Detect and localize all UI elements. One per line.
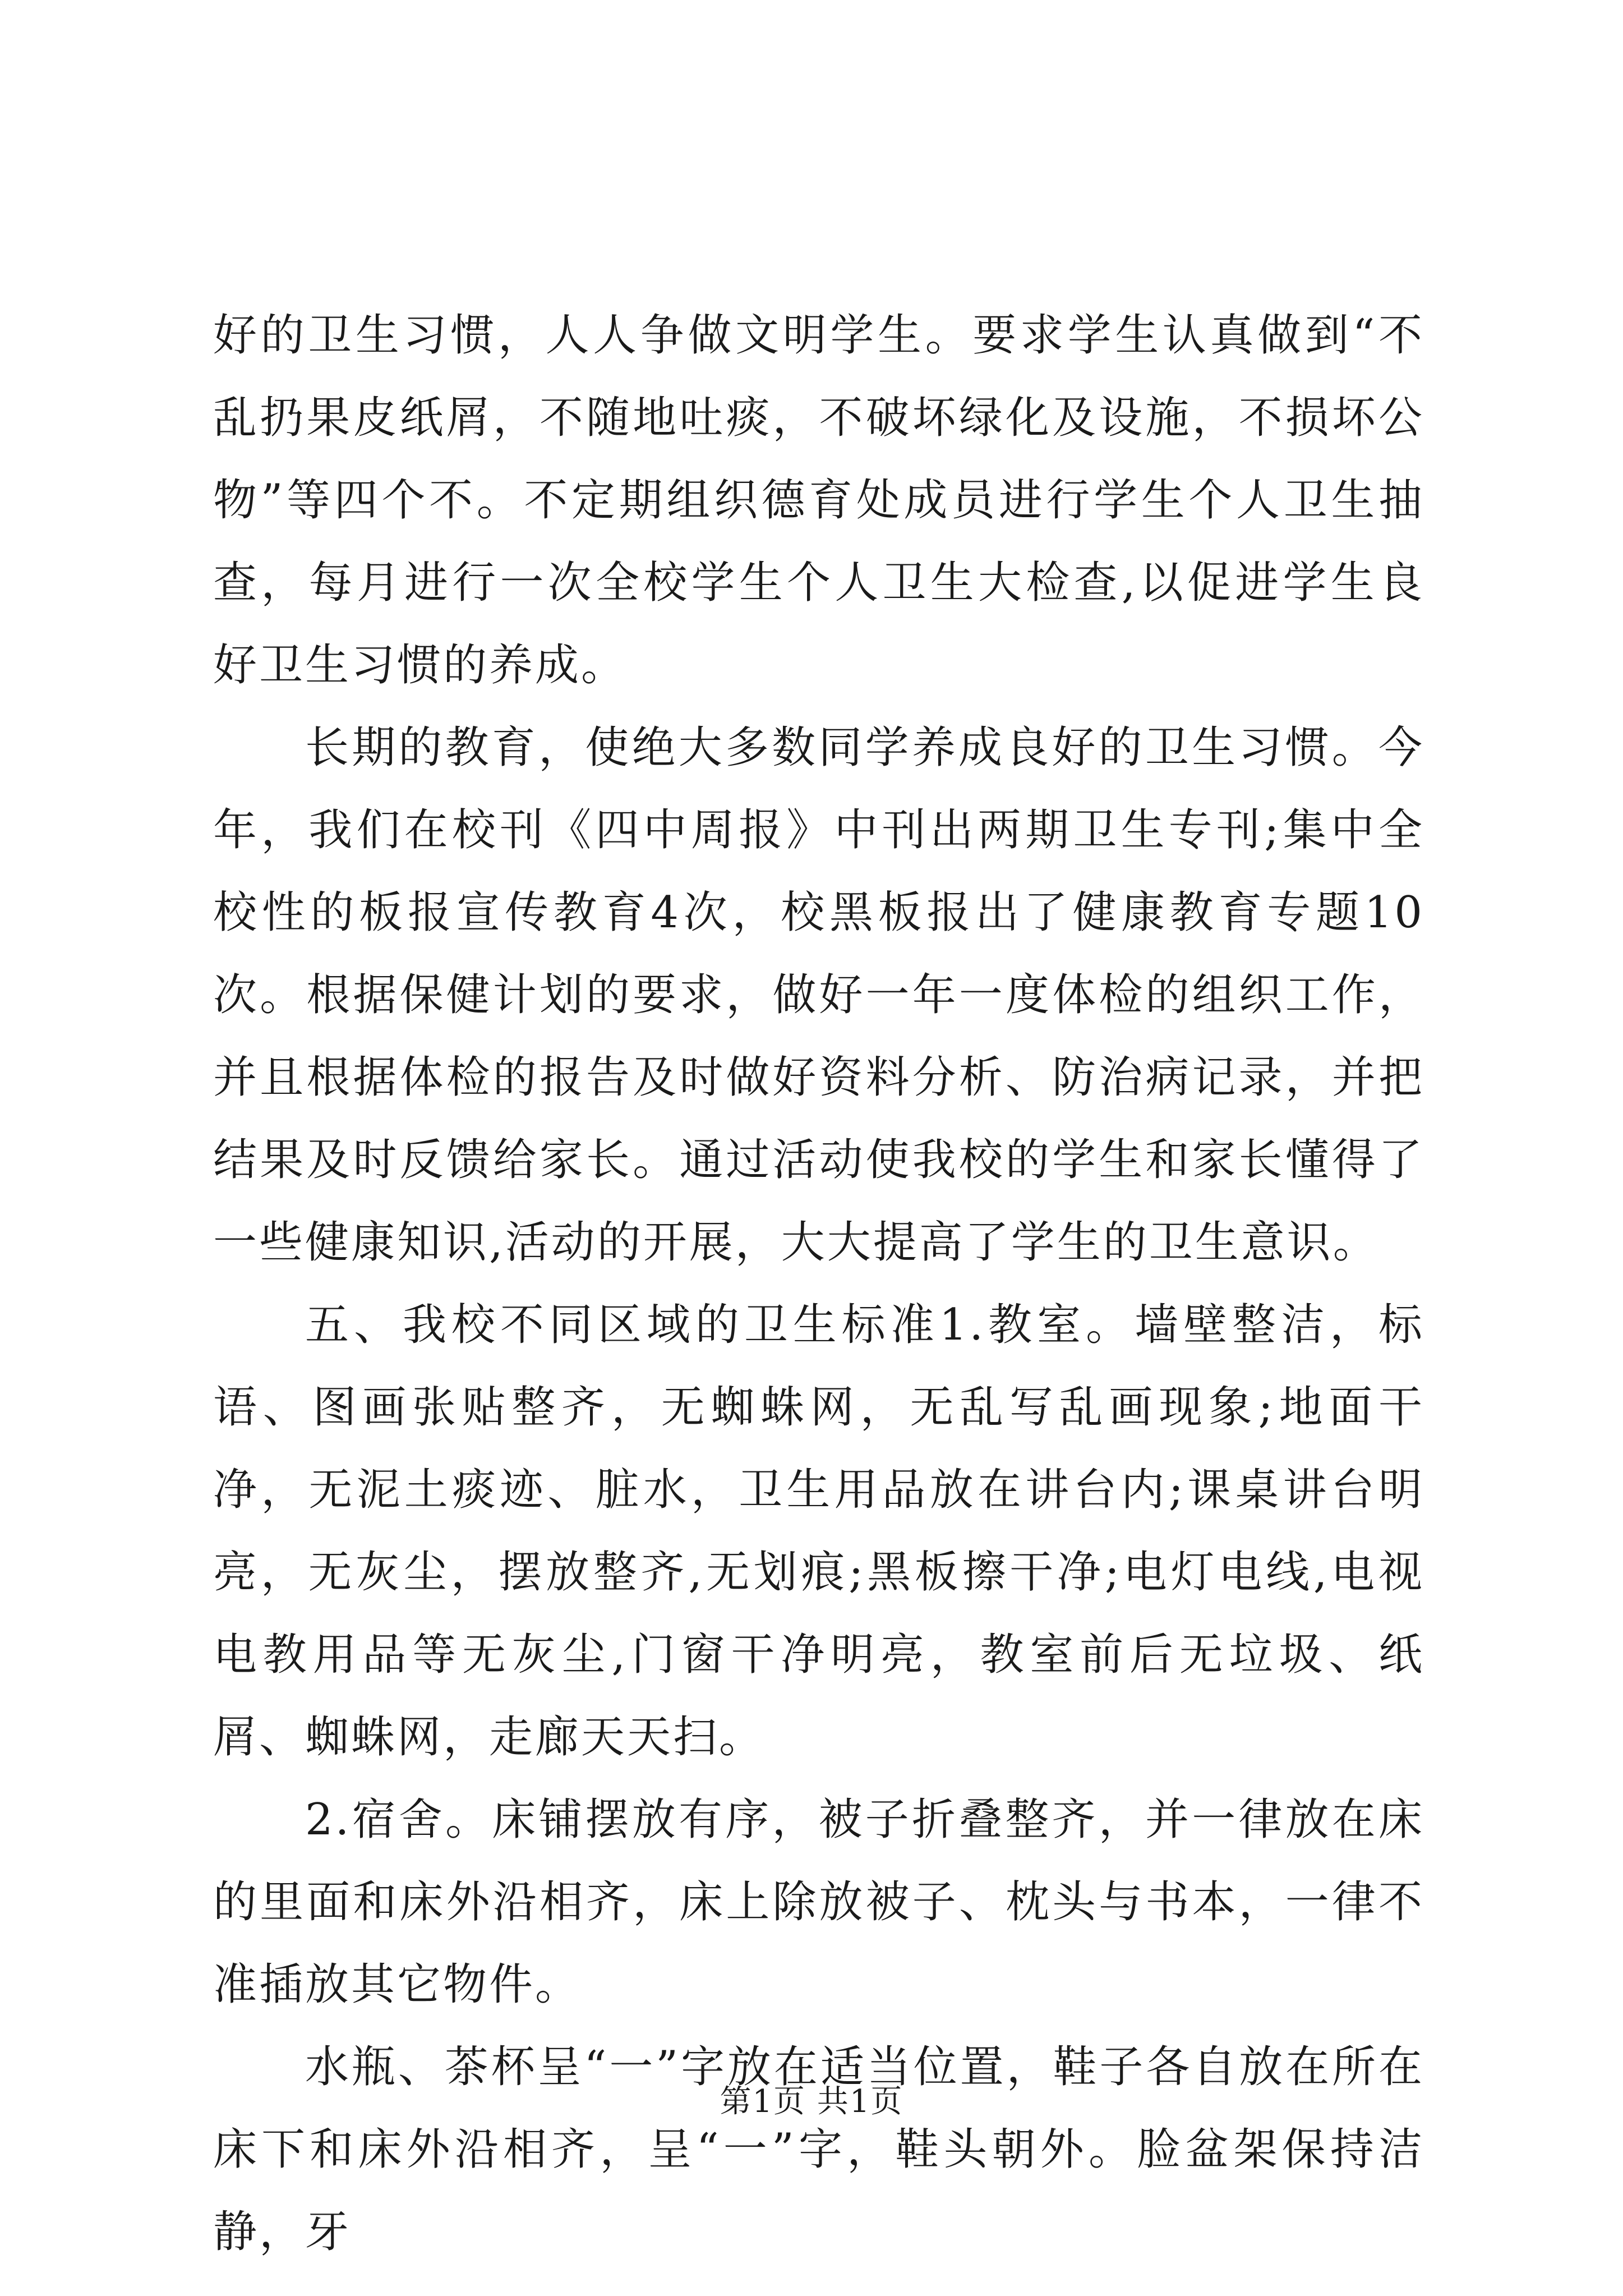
paragraph-dormitory-items: 水瓶、茶杯呈“一”字放在适当位置，鞋子各自放在所在床下和床外沿相齐，呈“一”字，鞋头朝外。脸盆架保持洁静，牙 bbox=[213, 2042, 1424, 2257]
paragraph-classroom-standards: 五、我校不同区域的卫生标准1.教室。墙壁整洁，标语、图画张贴整齐，无蜘蛛网，无乱写乱画现象;地面干净，无泥土痰迹、脏水，卫生用品放在讲台内;课桌讲台明亮，无灰尘，摆放整齐,无划痕;黑板擦干净;电灯电线,电视电教用品等无灰尘,门窗干净明亮，教室前后无垃圾、纸屑、蜘蛛网，走廊天天扫。 bbox=[213, 1300, 1424, 1763]
document-body bbox=[213, 295, 1424, 2274]
page-footer: 第1页 共1页 bbox=[720, 2083, 903, 2120]
paragraph-dormitory-standards: 2.宿舍。床铺摆放有序，被子折叠整齐，并一律放在床的里面和床外沿相齐，床上除放被子、枕头与书本，一律不准插放其它物件。 bbox=[213, 1795, 1424, 2010]
paragraph-hygiene-habits: 好的卫生习惯，人人争做文明学生。要求学生认真做到“不乱扔果皮纸屑，不随地吐痰，不破坏绿化及设施，不损坏公物”等四个不。不定期组织德育处成员进行学生个人卫生抽查，每月进行一次全校学生个人卫生大检查,以促进学生良好卫生习惯的养成。 bbox=[213, 310, 1424, 691]
paragraph-long-term-education: 长期的教育，使绝大多数同学养成良好的卫生习惯。今年，我们在校刊《四中周报》中刊出两期卫生专刊;集中全校性的板报宣传教育4次，校黑板报出了健康教育专题10次。根据保健计划的要求，做好一年一度体检的组织工作，并且根据体检的报告及时做好资料分析、防治病记录，并把结果及时反馈给家长。通过活动使我校的学生和家长懂得了一些健康知识,活动的开展，大大提高了学生的卫生意识。 bbox=[213, 723, 1424, 1268]
